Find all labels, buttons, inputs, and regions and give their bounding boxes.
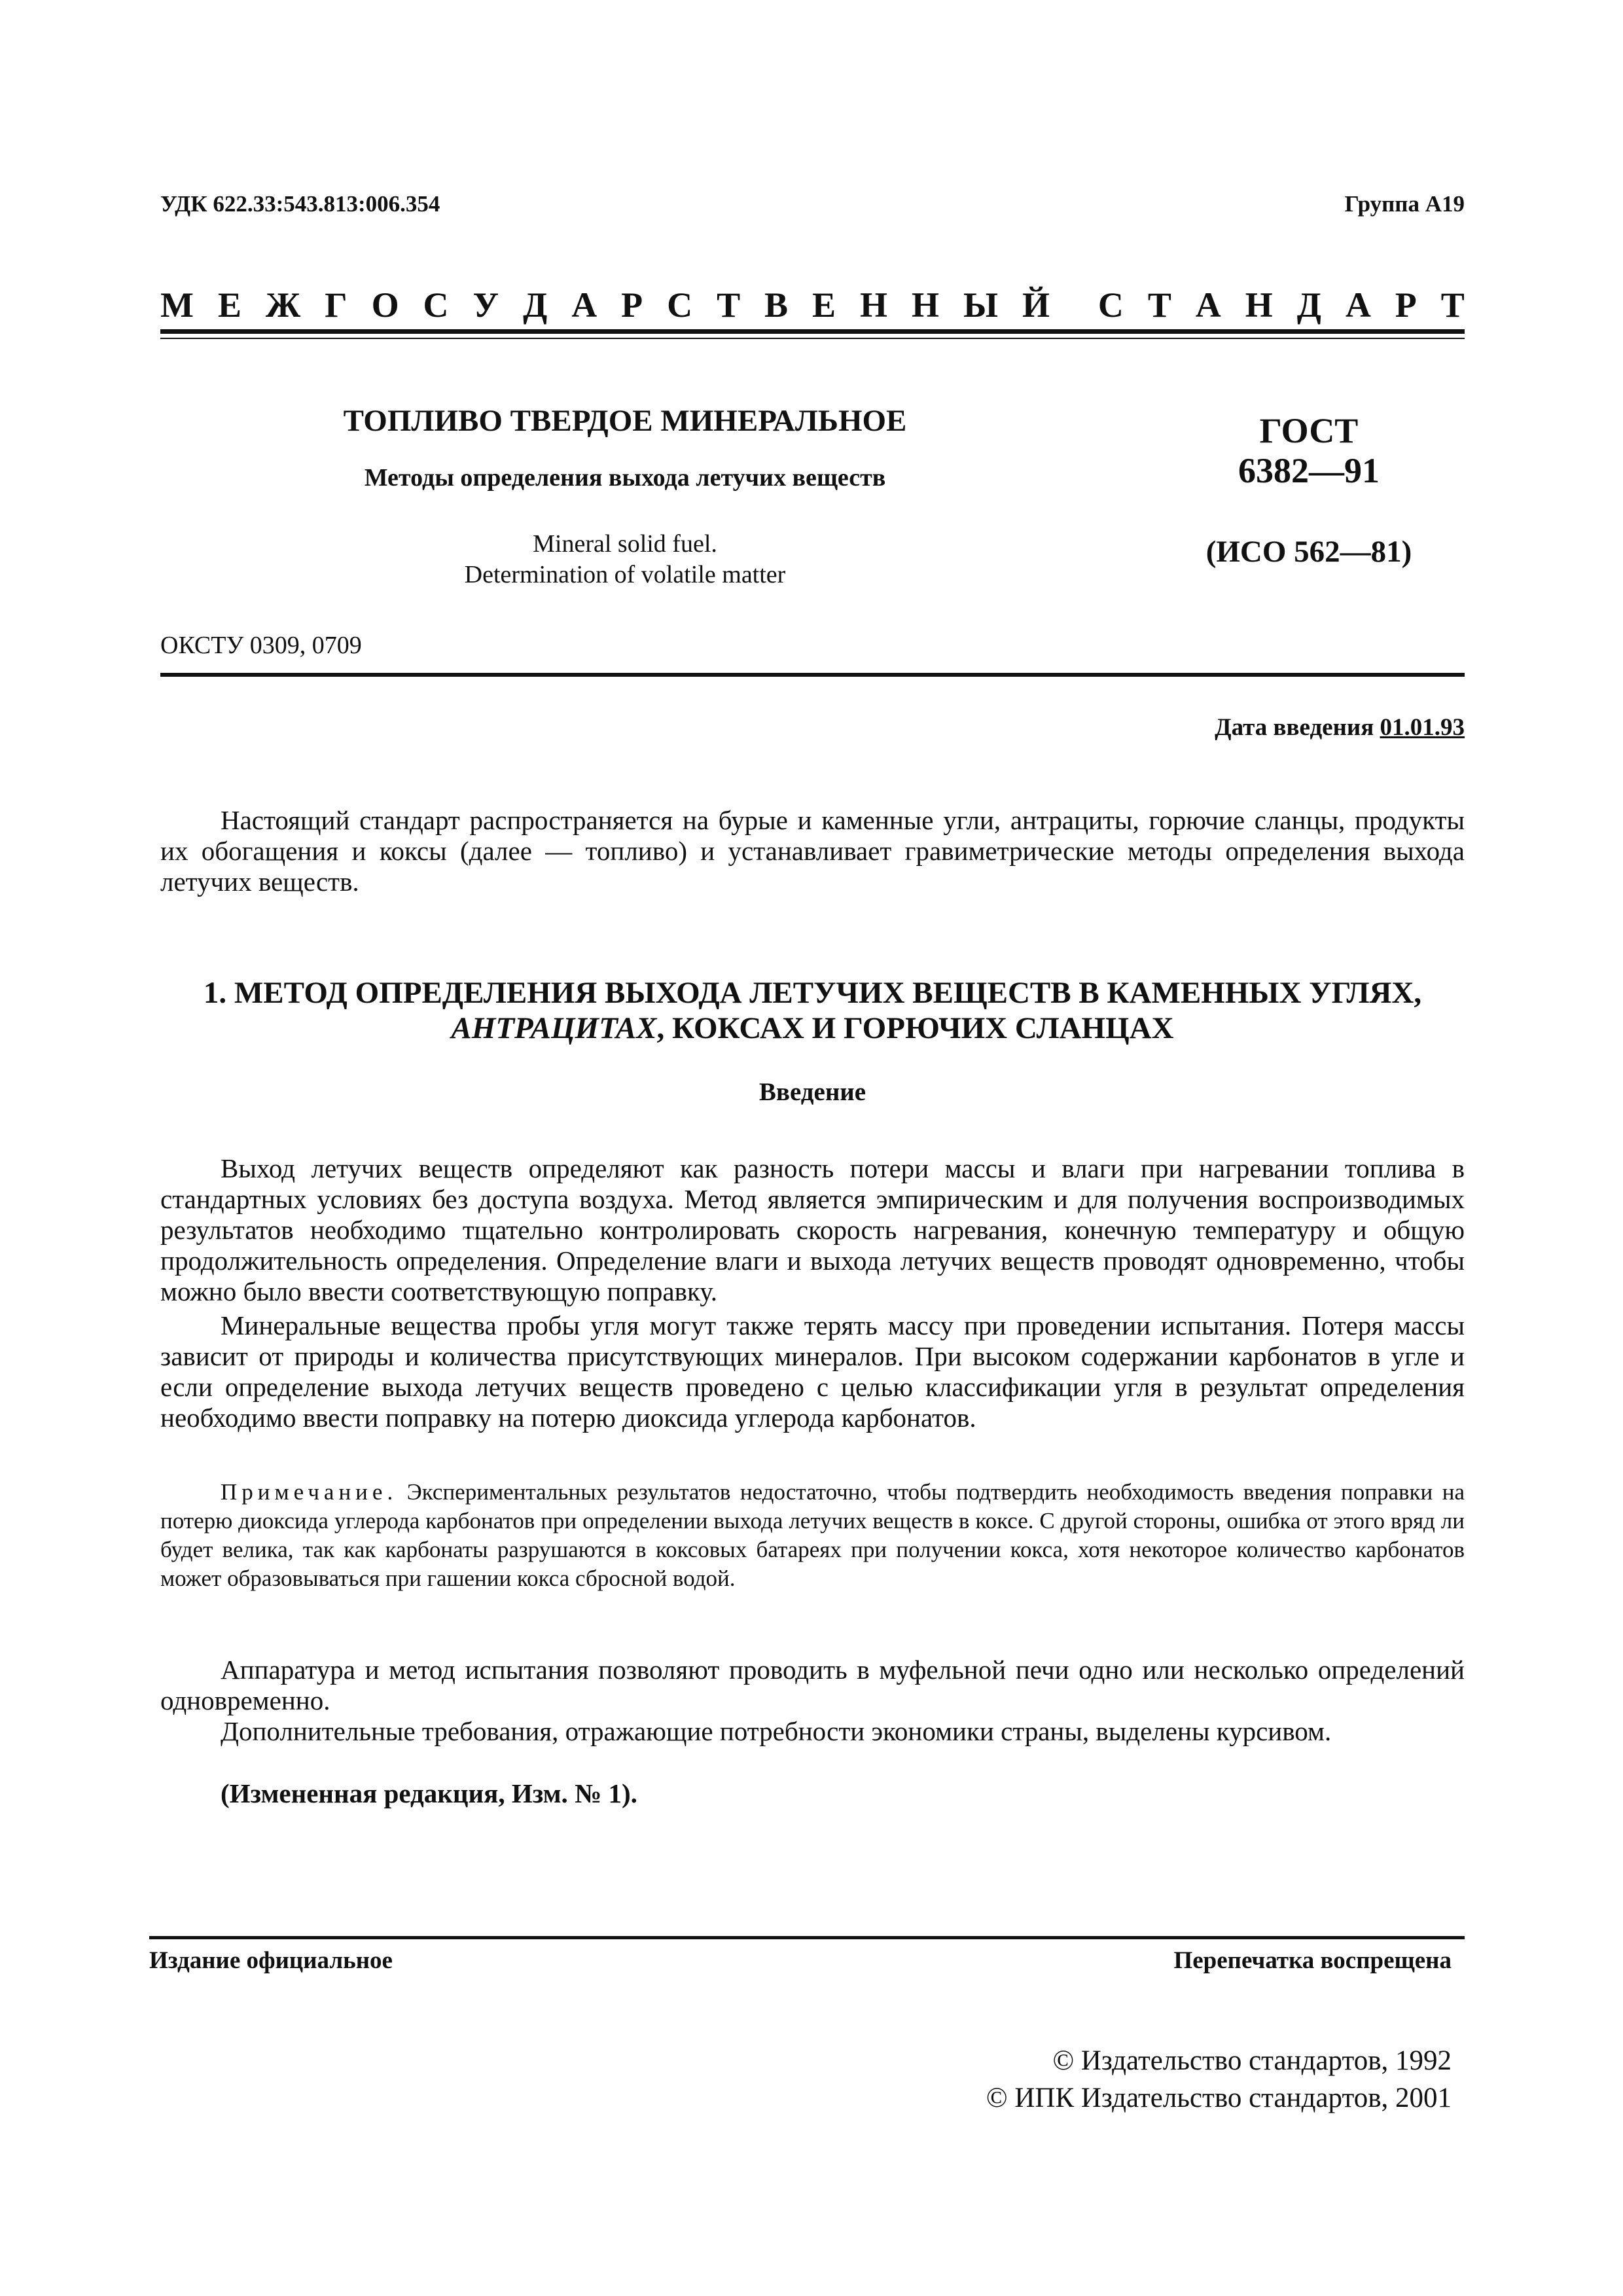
document-title: ТОПЛИВО ТВЕРДОЕ МИНЕРАЛЬНОЕ	[343, 404, 907, 438]
amendment-note: (Измененная редакция, Изм. № 1).	[221, 1778, 637, 1808]
gost-designation: ГОСТ 6382—91	[1238, 411, 1380, 490]
copyright-block: © Издательство стандартов, 1992 © ИПК Издательство стандартов, 2001	[986, 2045, 1452, 2113]
introduction-heading: Введение	[758, 1078, 866, 1106]
header-rule-thin	[160, 338, 1465, 339]
intro-paragraph-1: Выход летучих веществ определяют как разность потери массы и влаги при нагревании топлива в стандартных условиях без доступа воздуха. Метод является эмпирическим и для получения воспроизводимых результатов необходимо тщательно контролировать скорость нагревания, конечную температуру и общую продолжительность определения. Определение влаги и выхода летучих веществ проводят одновременно, чтобы можно было ввести соответствующую поправку.	[160, 1153, 1465, 1306]
header-rule-thick	[160, 329, 1465, 334]
udk-code: УДК 622.33:543.813:006.354	[160, 191, 440, 217]
section-1-heading: 1. МЕТОД ОПРЕДЕЛЕНИЯ ВЫХОДА ЛЕТУЧИХ ВЕЩЕСТВ В КАМЕННЫХ УГЛЯХ, АНТРАЦИТАХ, КОКСАХ И ГОРЮЧИХ СЛАНЦАХ	[203, 976, 1422, 1045]
scope-paragraph: Настоящий стандарт распространяется на бурые и каменные угли, антрациты, горючие сланцы, продукты их обогащения и коксы (далее — топливо) и устанавливает гравиметрические методы определения выхода летучих веществ.	[160, 805, 1465, 897]
no-reprint-label: Перепечатка воспрещена	[1173, 1947, 1452, 1974]
intro-paragraph-3: Аппаратура и метод испытания позволяют проводить в муфельной печи одно или несколько определений одновременно.	[160, 1655, 1465, 1715]
official-edition-label: Издание официальное	[149, 1947, 393, 1974]
effective-date: Дата введения 01.01.93	[1215, 714, 1465, 741]
note-paragraph: Примечание. Экспериментальных результатов недостаточно, чтобы подтвердить необходимость введения поправки на потерю диоксида углерода карбонатов при определении выхода летучих веществ в коксе. С другой стороны, ошибка от этого вряд ли будет велика, так как карбонаты разрушаются в коксовых батареях при получении кокса, хотя некоторое количество карбонатов может образовываться при гашении кокса сбросной водой.	[160, 1479, 1465, 1591]
footer-rule	[149, 1936, 1465, 1939]
english-title: Mineral solid fuel. Determination of volatile matter	[464, 530, 786, 588]
interstate-standard-banner: М Е Ж Г О С У Д А Р С Т В Е Н Н Ы Й С Т А Н Д А Р Т	[160, 285, 1465, 325]
iso-reference: (ИСО 562—81)	[1205, 535, 1412, 569]
document-subtitle: Методы определения выхода летучих веществ	[364, 464, 886, 492]
intro-paragraph-4: Дополнительные требования, отражающие потребности экономики страны, выделены курсивом.	[221, 1716, 1332, 1746]
okstu-rule	[160, 673, 1465, 677]
intro-paragraph-2: Минеральные вещества пробы угля могут также терять массу при проведении испытания. Потеря массы зависит от природы и количества присутствующих минералов. При высоком содержании карбонатов в угле и если определение выхода летучих веществ проведено с целью классификации угля в результат определения необходимо ввести поправку на потерю диоксида углерода карбонатов.	[160, 1310, 1465, 1433]
group-code: Группа А19	[1344, 191, 1465, 217]
okstu-code: ОКСТУ 0309, 0709	[160, 632, 362, 659]
